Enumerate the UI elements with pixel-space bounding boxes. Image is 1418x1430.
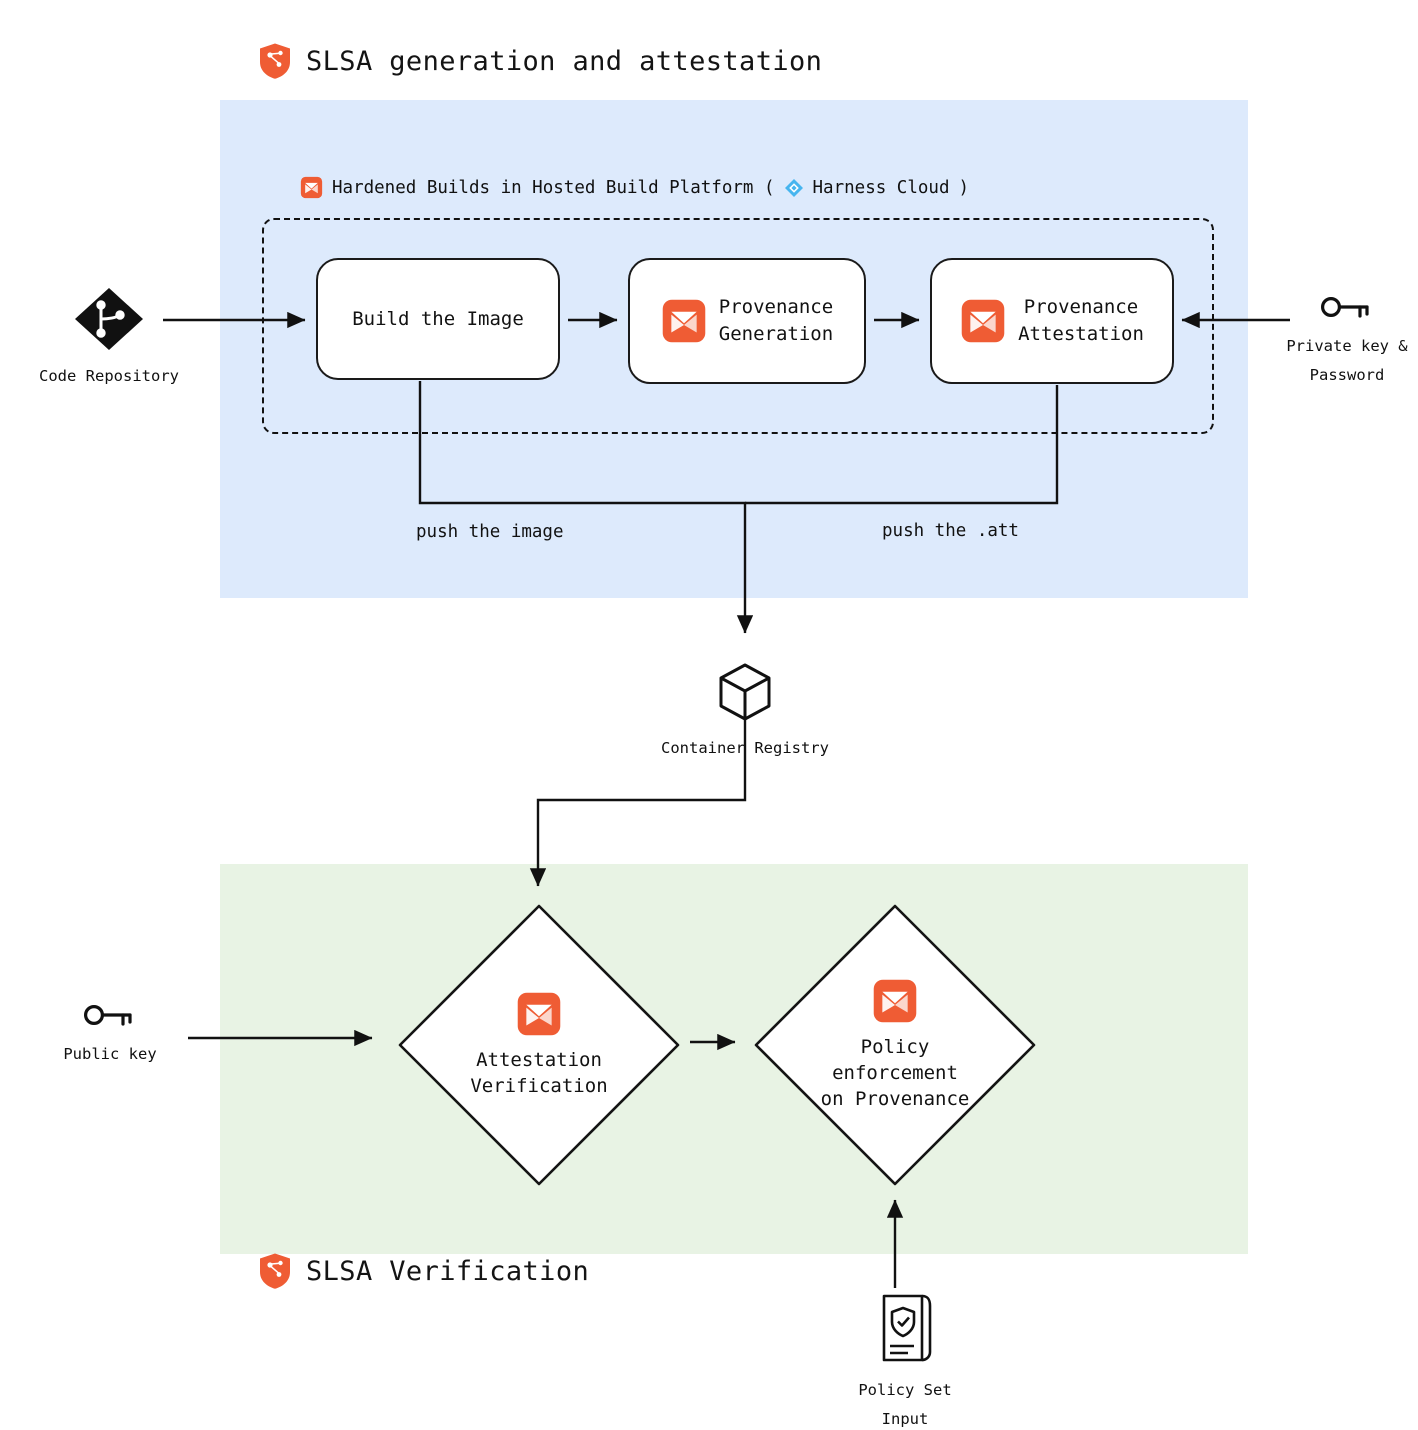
harness-mark-icon [960,298,1006,344]
verification-band [220,864,1248,1254]
endpoint-container-registry-label: Container Registry [661,738,829,757]
diamond-line-2: Verification [470,1075,608,1097]
endpoint-policy-set-line-2: Input [881,1409,929,1428]
step-line-2: Attestation [1018,323,1144,345]
harness-cloud-icon [784,178,804,198]
endpoint-private-key [1272,292,1418,386]
hardened-builds-label [300,176,969,199]
key-icon [82,1000,138,1036]
harness-shield-icon [258,42,292,80]
harness-mark-icon [661,298,707,344]
edge-label-push-the-att: push the .att [882,521,1019,541]
endpoint-policy-set-input [816,1290,994,1430]
verification-section-heading [258,1252,589,1290]
hardened-label-prefix: Hardened Builds in Hosted Build Platform ( [332,177,775,198]
harness-mark-icon [300,176,323,199]
endpoint-container-registry [640,660,850,759]
diamond-policy-enforcement[interactable] [748,898,1042,1192]
harness-mark-icon [516,991,562,1037]
step-build-the-image[interactable] [316,258,560,380]
step-provenance-generation[interactable] [628,258,866,384]
step-build-label: Build the Image [352,307,524,330]
harness-mark-icon [872,978,918,1024]
diamond-line-1: Policy [860,1035,930,1058]
step-line-2: Generation [718,323,834,345]
diamond-line-2: enforcement [832,1061,958,1084]
step-provenance-generation-label [719,294,833,348]
diamond-line-3: on Provenance [820,1088,970,1111]
endpoint-public-key-label: Public key [63,1044,157,1063]
endpoint-code-repository [26,286,192,387]
git-icon [73,286,145,358]
diamond-attestation-label [470,1047,607,1099]
step-line-1: Provenance [1023,296,1139,319]
policy-scroll-icon [866,1290,944,1372]
step-line-1: Provenance [718,296,834,319]
endpoint-code-repository-label: Code Repository [39,366,179,385]
harness-cloud-label: Harness Cloud [812,177,950,198]
generation-section-title: SLSA generation and attestation [306,45,823,77]
generation-section-heading [258,42,822,80]
key-icon [1319,292,1375,328]
endpoint-private-key-line-1: Private key & [1286,336,1408,355]
endpoint-public-key [30,1000,190,1065]
hardened-label-suffix: ) [958,177,970,198]
cube-icon [713,660,777,730]
diamond-line-1: Attestation [476,1048,602,1071]
edge-label-push-the-image: push the image [416,522,564,542]
diamond-policy-label [821,1034,970,1113]
diamond-attestation-verification[interactable] [392,898,686,1192]
harness-shield-icon [258,1252,292,1290]
step-provenance-attestation-label [1018,294,1144,348]
verification-section-title: SLSA Verification [306,1255,590,1287]
endpoint-private-key-line-2: Password [1309,365,1385,384]
endpoint-policy-set-line-1: Policy Set [858,1380,952,1399]
step-provenance-attestation[interactable] [930,258,1174,384]
